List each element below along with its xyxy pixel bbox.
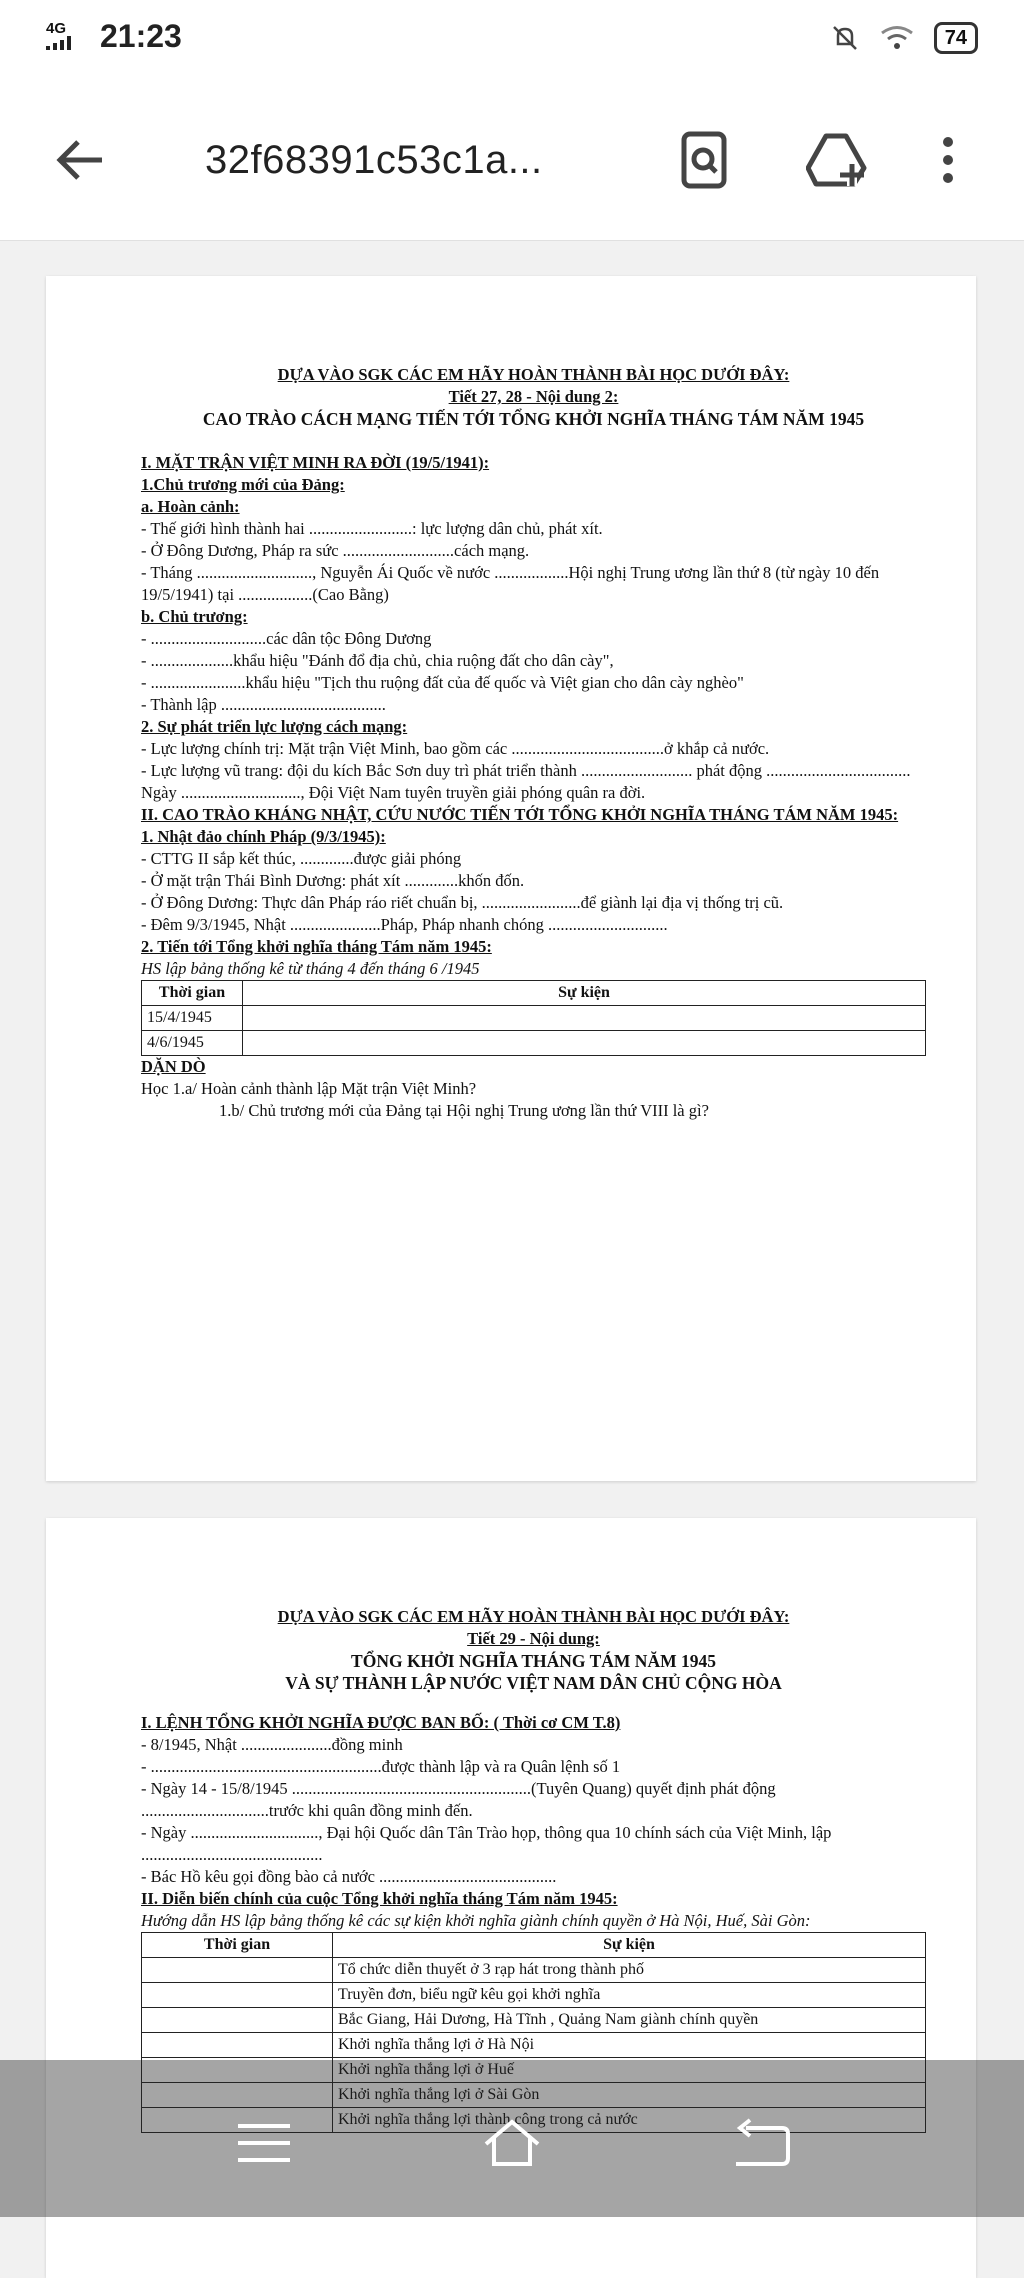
table-cell: Truyền đơn, biểu ngữ kêu gọi khởi nghĩa [333,1983,926,2008]
text-line: - Lực lượng chính trị: Mặt trận Việt Minh, bao gồm các .....................................ở khắp cả nước. [141,739,770,758]
page1-section-2-title: II. CAO TRÀO KHÁNG NHẬT, CỨU NƯỚC TIẾN TỚI TỔNG KHỞI NGHĨA THÁNG TÁM NĂM 1945: [141,805,899,824]
table-cell: Khởi nghĩa thắng lợi ở Hà Nội [333,2033,926,2058]
clock: 21:23 [100,18,182,54]
table-cell: 4/6/1945 [142,1031,243,1056]
text-line: - Đêm 9/3/1945, Nhật ......................Pháp, Pháp nhanh chóng ............................. [141,915,668,934]
table-cell: 15/4/1945 [142,1006,243,1031]
app-toolbar [0,80,1024,241]
page1-sub-1-title: 1.Chủ trương mới của Đảng: [141,475,345,494]
table-row [142,1031,926,1056]
page1-topic: CAO TRÀO CÁCH MẠNG TIẾN TỚI TỔNG KHỞI NGHĨA THÁNG TÁM NĂM 1945 [202,409,865,429]
menu-icon[interactable] [232,2118,296,2168]
table-row [142,1958,926,1983]
page1-a-title: a. Hoàn cảnh: [141,497,240,516]
document-title: 32f68391c53c1a... [205,138,543,182]
status-icons [830,22,978,54]
text-line: - CTTG II sắp kết thúc, .............được giải phóng [141,849,462,868]
page1-homework-title: DẶN DÒ [141,1057,206,1076]
table-cell [142,2033,333,2058]
text-line: - 8/1945, Nhật ......................đồng minh [141,1735,403,1754]
table-row [142,2033,926,2058]
text-line: - Ở mặt trận Thái Bình Dương: phát xít .............khốn đốn. [141,871,525,890]
page1-section-1-title: I. MẶT TRẬN VIỆT MINH RA ĐỜI (19/5/1941): [141,453,490,472]
text-line: - Ngày ..............................., Đại hội Quốc dân Tân Trào họp, thông qua 10 chính sách của Việt Minh, lập ............................................ [141,1823,832,1864]
system-navigation-bar [0,2060,1024,2217]
search-document-icon[interactable] [672,128,736,192]
text-line: - Thế giới hình thành hai .........................: lực lượng dân chủ, phát xít. [141,519,603,538]
table-cell: Khởi nghĩa thắng lợi ở Sài Gòn [333,2083,926,2108]
page1-sub-4-title: 2. Tiến tới Tổng khởi nghĩa tháng Tám năm 1945: [141,937,492,956]
home-icon[interactable] [480,2118,544,2168]
table-header: Sự kiện [333,1933,926,1958]
back-arrow-icon[interactable] [52,132,108,188]
text-line: - Thành lập ........................................ [141,695,386,714]
text-line: - Tháng ............................, Nguyễn Ái Quốc về nước ..................Hội nghị Trung ương lần thứ 8 (từ ngày 10 đến 19/5/1941) tại ..................(Cao Bằng) [141,563,880,604]
table-header: Thời gian [142,1933,333,1958]
more-vert-icon[interactable] [930,128,966,192]
text-line: - Ở Đông Dương: Thực dân Pháp ráo riết chuẩn bị, ........................để giành lại địa vị thống trị cũ. [141,893,784,912]
table-cell: Khởi nghĩa thắng lợi ở Huế [333,2058,926,2083]
page2-content [141,1606,926,2133]
text-line: Học 1.a/ Hoàn cảnh thành lập Mặt trận Việt Minh? [141,1079,477,1098]
page2-section-1-title: I. LỆNH TỔNG KHỞI NGHĨA ĐƯỢC BAN BỐ: ( Thời cơ CM T.8) [141,1713,621,1732]
table-header-row [142,981,926,1006]
page2-section-2-title: II. Diễn biến chính của cuộc Tổng khởi nghĩa tháng Tám năm 1945: [141,1889,618,1908]
page1-table-note: HS lập bảng thống kê từ tháng 4 đến tháng 6 /1945 [141,959,480,978]
text-line: - Bác Hồ kêu gọi đồng bào cả nước ........................................... [141,1867,557,1886]
table-cell: Bắc Giang, Hải Dương, Hà Tĩnh , Quảng Nam giành chính quyền [333,2008,926,2033]
table-cell: Khởi nghĩa thắng lợi thành công trong cả nước [333,2108,926,2133]
table-row [142,1006,926,1031]
page2-topic-2: VÀ SỰ THÀNH LẬP NƯỚC VIỆT NAM DÂN CHỦ CỘNG HÒA [285,1673,782,1693]
text-line: - ....................khẩu hiệu "Đánh đổ địa chủ, chia ruộng đất cho dân cày", [141,651,614,670]
page2-lesson: Tiết 29 - Nội dung: [467,1629,600,1648]
text-line: - Ngày 14 - 15/8/1945 ..........................................................(Tuyên Quang) quyết định phát động ...............................trước khi quân đồng minh đến. [141,1779,776,1820]
page1-lesson: Tiết 27, 28 - Nội dung 2: [448,387,619,406]
page2-table-note: Hướng dẫn HS lập bảng thống kê các sự kiện khởi nghĩa giành chính quyền ở Hà Nội, Huế, Sài Gòn: [141,1911,811,1930]
table-header-row [142,1933,926,1958]
add-to-drive-icon[interactable] [806,128,870,192]
status-bar [0,0,1024,80]
return-icon[interactable] [728,2118,792,2168]
table-cell [243,1006,926,1031]
signal-indicator: 4G [46,22,76,53]
page1-event-table [141,980,926,1056]
page1-b-title: b. Chủ trương: [141,607,248,626]
table-header: Sự kiện [243,981,926,1006]
battery-indicator: 74 [934,22,978,54]
page1-heading: DỰA VÀO SGK CÁC EM HÃY HOÀN THÀNH BÀI HỌC DƯỚI ĐÂY: [277,365,790,384]
table-cell [142,1983,333,2008]
page1-sub-3-title: 1. Nhật đảo chính Pháp (9/3/1945): [141,827,386,846]
text-line: - ........................................................được thành lập và ra Quân lệnh số 1 [141,1757,621,1776]
table-cell [142,2008,333,2033]
table-row [142,1983,926,2008]
table-cell [243,1031,926,1056]
text-line: 1.b/ Chủ trương mới của Đảng tại Hội nghị Trung ương lần thứ VIII là gì? [219,1101,709,1120]
page2-topic: TỔNG KHỞI NGHĨA THÁNG TÁM NĂM 1945 [351,1651,716,1671]
table-cell: Tổ chức diễn thuyết ở 3 rạp hát trong thành phố [333,1958,926,1983]
text-line: - Ở Đông Dương, Pháp ra sức ...........................cách mạng. [141,541,530,560]
text-line: - ............................các dân tộc Đông Dương [141,629,432,648]
page1-sub-2-title: 2. Sự phát triển lực lượng cách mạng: [141,717,408,736]
mute-icon [830,23,860,53]
wifi-icon [880,25,914,51]
text-line: - Lực lượng vũ trang: đội du kích Bắc Sơn duy trì phát triển thành ........................... phát động ................................... Ngày ............................., Đội Việt Nam tuyên truyền giải phóng quân ra đời. [141,761,911,802]
document-page-1 [46,276,976,1481]
table-cell [142,1958,333,1983]
text-line: - .......................khẩu hiệu "Tịch thu ruộng đất của đế quốc và Việt gian cho dân cày nghèo" [141,673,744,692]
table-row [142,2008,926,2033]
page1-content [141,364,926,1122]
table-header: Thời gian [142,981,243,1006]
page2-heading: DỰA VÀO SGK CÁC EM HÃY HOÀN THÀNH BÀI HỌC DƯỚI ĐÂY: [277,1607,790,1626]
signal-bars-icon [46,36,76,50]
